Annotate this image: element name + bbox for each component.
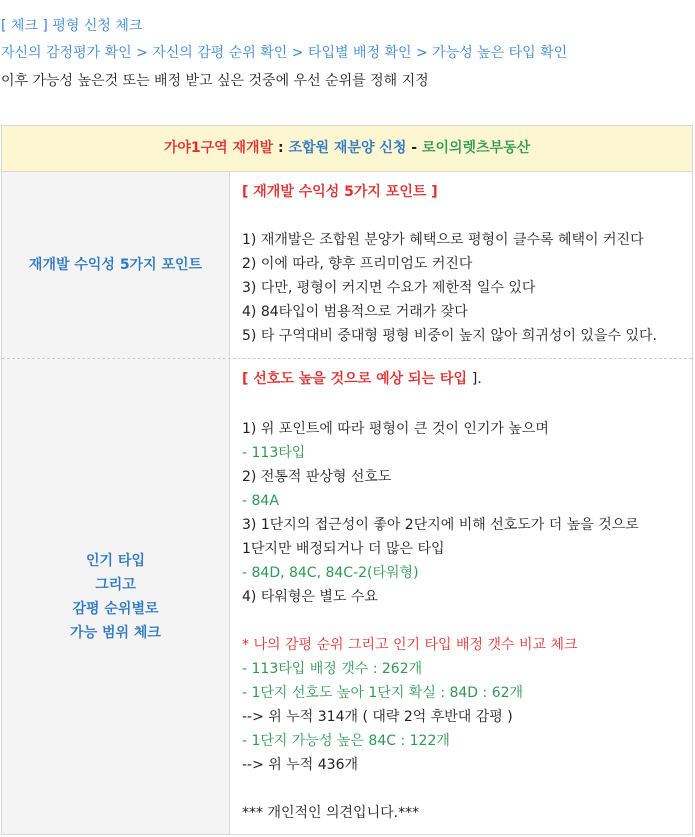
header-author: 로이의렛츠부동산 bbox=[421, 140, 531, 156]
list-item: 4) 84타입이 범용적으로 거래가 잦다 bbox=[242, 304, 468, 320]
list-item: --> 위 누적 314개 ( 대략 2억 후반대 감평 ) bbox=[242, 709, 513, 725]
table-header bbox=[2, 126, 692, 172]
table-row bbox=[2, 172, 692, 359]
row-label bbox=[2, 359, 230, 834]
instruction-text: 이후 가능성 높은것 또는 배정 받고 싶은 것중에 우선 순위를 정해 지정 bbox=[1, 73, 429, 89]
table-row bbox=[2, 359, 692, 834]
list-item: - 84D, 84C, 84C-2(타워형) bbox=[242, 565, 419, 581]
list-item: - 113타입 bbox=[242, 445, 306, 461]
check-heading: [ 체크 ] 평형 신청 체크 bbox=[1, 18, 143, 34]
row-label-line: 가능 범위 체크 bbox=[70, 624, 161, 641]
list-item: - 1단지 가능성 높은 84C : 122개 bbox=[242, 733, 450, 749]
list-item: 4) 타워형은 별도 수요 bbox=[242, 589, 378, 605]
list-item: 1) 재개발은 조합원 분양가 혜택으로 평형이 클수록 혜택이 커진다 bbox=[242, 232, 644, 248]
section-title-end: ]. bbox=[471, 371, 482, 387]
list-item: - 1단지 선호도 높아 1단지 확실 : 84D : 62개 bbox=[242, 685, 524, 701]
section-title: [ 재개발 수익성 5가지 포인트 ] bbox=[242, 184, 438, 200]
list-item: 3) 1단지의 접근성이 좋아 2단지에 비해 선호도가 더 높을 것으로 bbox=[242, 517, 639, 533]
row-content bbox=[231, 359, 692, 834]
row-label-line: 그리고 bbox=[95, 576, 136, 593]
header-separator: : bbox=[273, 140, 289, 156]
list-item: * 나의 감평 순위 그리고 인기 타입 배정 갯수 비교 체크 bbox=[242, 637, 578, 653]
disclaimer-text: *** 개인적인 의견입니다.*** bbox=[242, 805, 420, 821]
list-item: 3) 다만, 평형이 커지면 수요가 제한적 일수 있다 bbox=[242, 280, 536, 296]
header-dash: - bbox=[406, 140, 422, 156]
section-title bbox=[242, 369, 482, 389]
row-label-text: 재개발 수익성 5가지 포인트 bbox=[28, 257, 203, 273]
header-area-name: 가야1구역 재개발 bbox=[163, 140, 274, 156]
process-steps: 자신의 감정평가 확인 > 자신의 감평 순위 확인 > 타입별 배정 확인 > 가능성 높은 타입 확인 bbox=[1, 45, 568, 61]
row-label-line: 감평 순위별로 bbox=[72, 600, 159, 617]
list-item: 2) 이에 따라, 향후 프리미엄도 커진다 bbox=[242, 256, 473, 272]
row-label-line: 인기 타입 bbox=[86, 552, 145, 569]
list-item: - 113타입 배정 갯수 : 262개 bbox=[242, 661, 423, 677]
header-subject: 조합원 재분양 신청 bbox=[288, 140, 407, 156]
row-label bbox=[2, 172, 230, 358]
list-item: 1단지만 배정되거나 더 많은 타입 bbox=[242, 541, 445, 557]
row-content bbox=[231, 172, 692, 358]
section-title-text: [ 선호도 높을 것으로 예상 되는 타입 bbox=[242, 371, 472, 387]
list-item: 2) 전통적 판상형 선호도 bbox=[242, 469, 392, 485]
list-item: 5) 타 구역대비 중대형 평형 비중이 높지 않아 희귀성이 있을수 있다. bbox=[242, 328, 657, 344]
list-item: 1) 위 포인트에 따라 평형이 큰 것이 인기가 높으며 bbox=[242, 421, 549, 437]
list-item: - 84A bbox=[242, 493, 279, 509]
info-table bbox=[1, 125, 693, 835]
list-item: --> 위 누적 436개 bbox=[242, 757, 359, 773]
